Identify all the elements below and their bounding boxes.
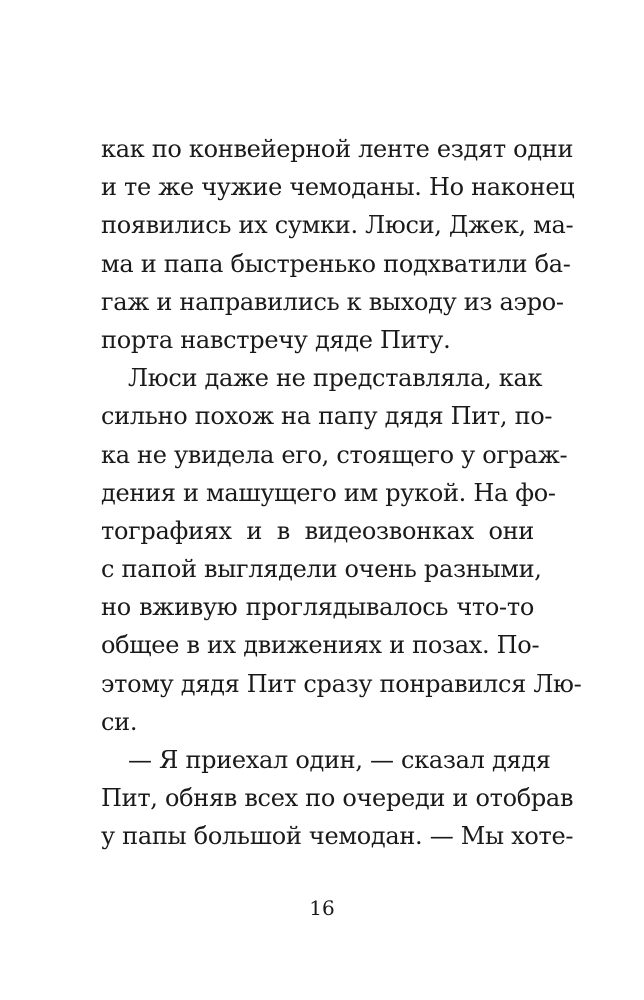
text-line: си. xyxy=(101,707,138,736)
text-line: с папой выглядели очень разными, xyxy=(101,555,542,584)
text-line: сильно похож на папу дядя Пит, по- xyxy=(101,402,553,431)
text-line: ма и папа быстренько подхватили ба- xyxy=(101,249,571,278)
text-line: у папы большой чемодан. — Мы хоте- xyxy=(101,822,574,851)
text-line: этому дядя Пит сразу понравился Лю- xyxy=(101,669,582,698)
paragraph-start-line: Люси даже не представляла, как xyxy=(128,364,543,393)
text-line: но вживую проглядывалось что-то xyxy=(101,593,534,622)
text-line: общее в их движениях и позах. По- xyxy=(101,631,540,660)
paragraph-start-line: — Я приехал один, — сказал дядя xyxy=(128,746,551,774)
text-line: гаж и направились к выходу из аэро- xyxy=(101,287,564,316)
text-line: как по конвейерной ленте ездят одни xyxy=(101,135,574,163)
page-number: 16 xyxy=(309,896,335,920)
text-line: Пит, обняв всех по очереди и отобрав xyxy=(101,784,574,813)
text-line: порта навстречу дяде Питу. xyxy=(101,325,451,354)
text-line: тографиях и в видеозвонках они xyxy=(101,516,534,545)
text-line: появились их сумки. Люси, Джек, ма- xyxy=(101,211,574,240)
text-line: ка не увидела его, стоящего у ограж- xyxy=(101,440,568,469)
text-line: дения и машущего им рукой. На фо- xyxy=(101,478,556,507)
text-line: и те же чужие чемоданы. Но наконец xyxy=(101,173,575,202)
body-text xyxy=(101,130,582,856)
